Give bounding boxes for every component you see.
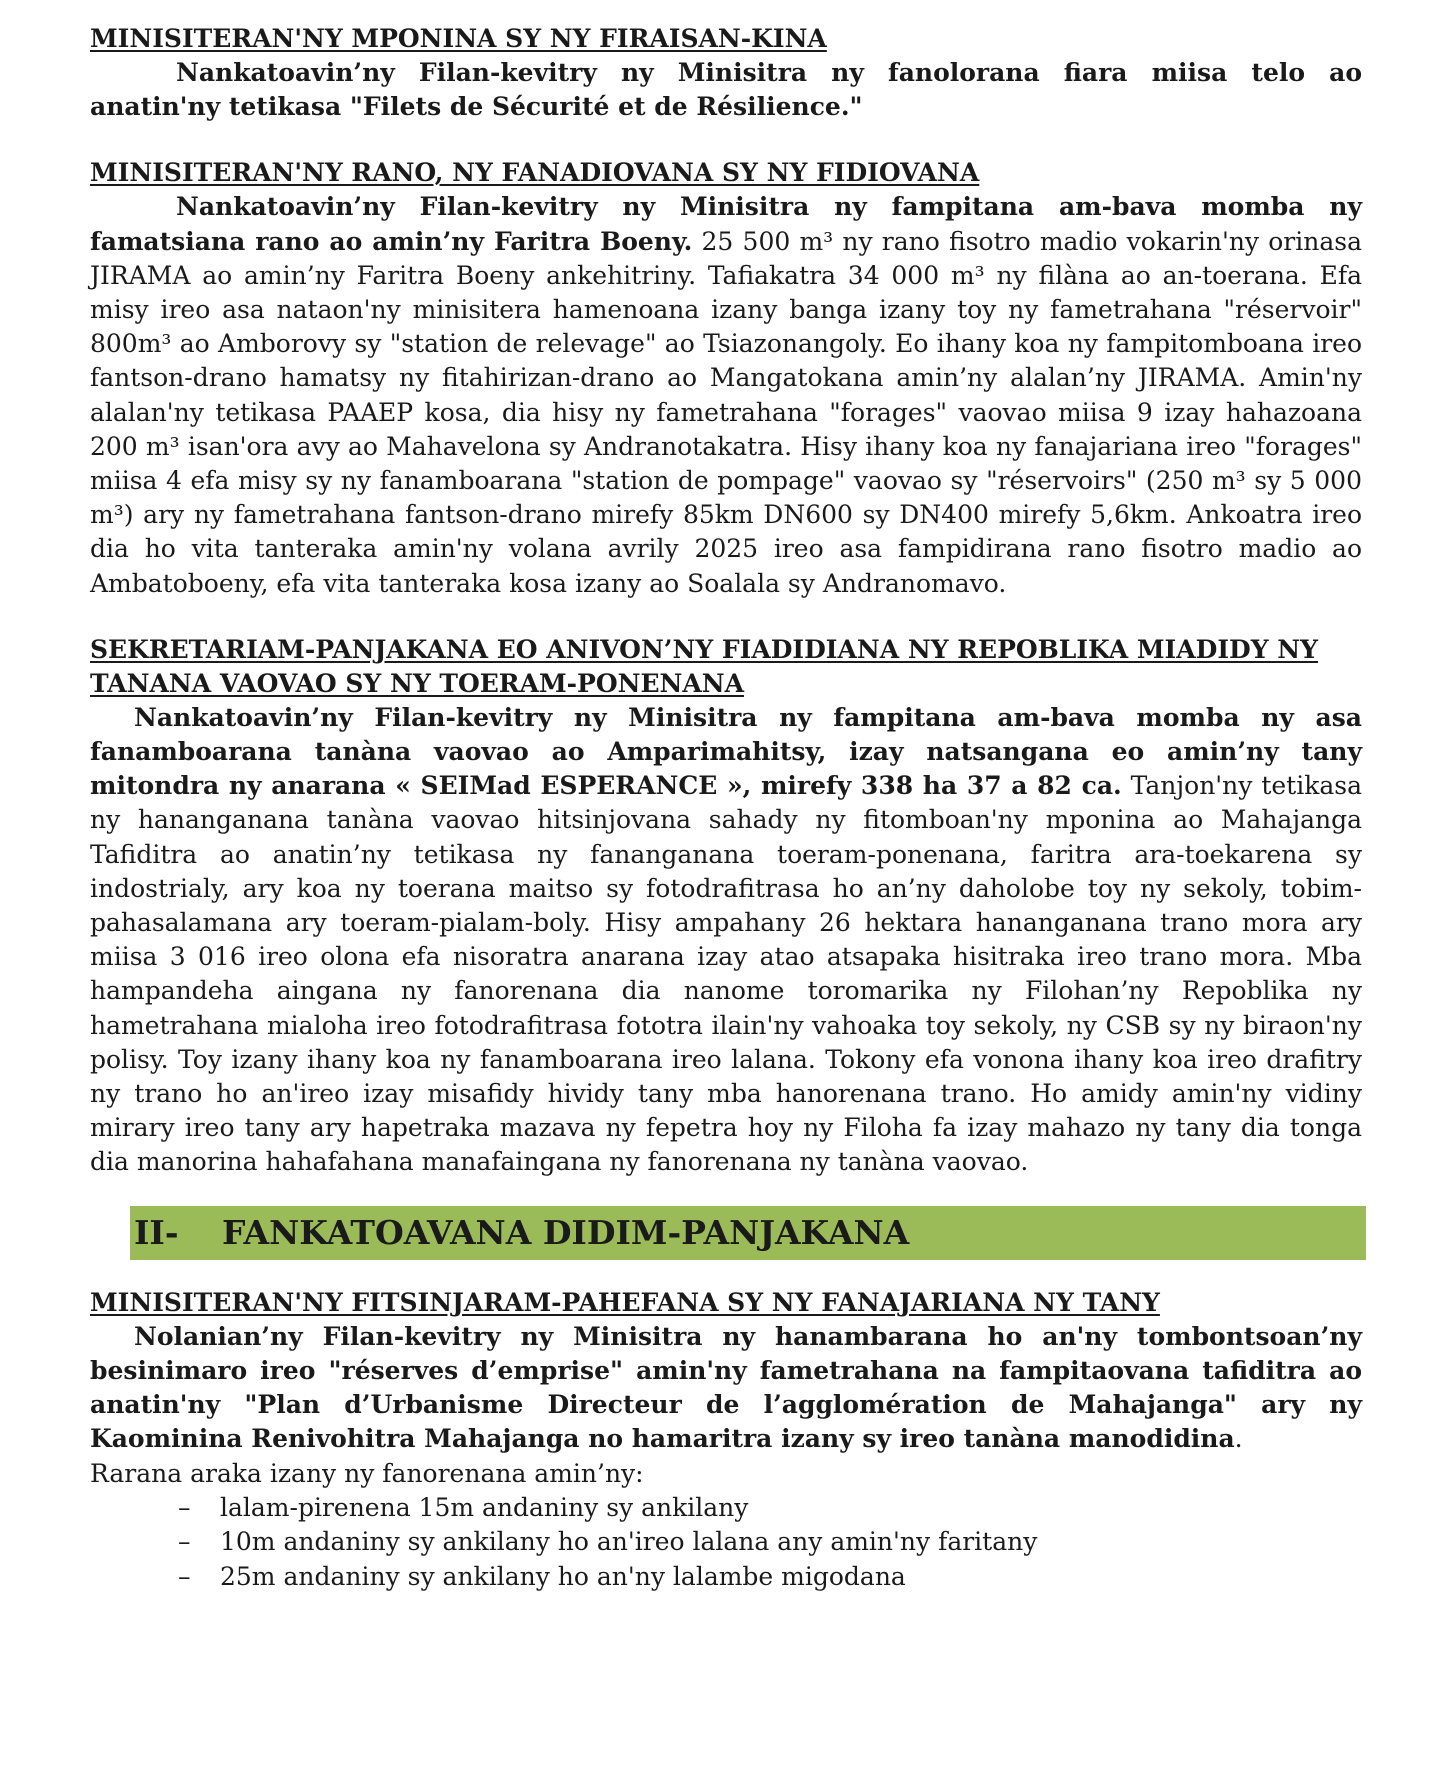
section-banner <box>130 1206 1366 1260</box>
list-item <box>178 1560 1362 1595</box>
paragraph-fanajariana-tany <box>90 1320 1362 1457</box>
list-item <box>178 1525 1362 1560</box>
list-item-text: 25m andaniny sy ankilany ho an'ny lalambe migodana <box>220 1561 906 1591</box>
body-text: 25 500 m³ ny rano fisotro madio vokarin'ny orinasa JIRAMA ao amin’ny Faritra Boeny ankehitriny. Tafiakatra 34 000 m³ ny filàna ao an-toerana. Efa misy ireo asa nataon'ny minisitera hamenoana izany banga izany toy ny fametrahana "réservoir" 800m³ ao Amborovy sy "station de relevage" ao Tsiazonangoly. Eo ihany koa ny fampitomboana ireo fantson-drano hamatsy ny fitahirizan-drano ao Mangatokana amin’ny alalan’ny JIRAMA. Amin'ny alalan'ny tetikasa PAAEP kosa, dia hisy ny fametrahana "forages" vaovao miisa 9 izay hahazoana 200 m³ isan'ora avy ao Mahavelona sy Andranotakatra. Hisy ihany koa ny fanajariana ireo "forages" miisa 4 efa misy sy ny fanamboarana "station de pompage" vaovao sy "réservoirs" (250 m³ sy 5 000 m³) ary ny fametrahana fantson-drano mirefy 85km DN600 sy DN400 mirefy 5,6km. Ankoatra ireo dia ho vita tanteraka amin'ny volana avrily 2025 ireo asa fampidirana rano fisotro madio ao Ambatoboeny, efa vita tanteraka kosa izany ao Soalala sy Andranomavo. <box>90 226 1362 598</box>
section-heading-rano: MINISITERAN'NY RANO, NY FANADIOVANA SY NY FIDIOVANA <box>90 158 980 188</box>
bullet-list <box>90 1491 1362 1595</box>
lead-text: Nolanian’ny Filan-kevitry ny Minisitra ny hanambarana ho an'ny tombontsoan’ny besinimaro ireo "réserves d’emprise" amin'ny fametrahana na fampitaovana tafiditra ao anatin'ny "Plan d’Urbanisme Directeur de l’agglomération de Mahajanga" ary ny Kaominina Renivohitra Mahajanga no hamaritra izany sy ireo tanàna manodidina <box>90 1321 1362 1454</box>
lead-text: Nankatoavin’ny Filan-kevitry ny Minisitra ny fampitana am-bava momba ny asa fanamboarana tanàna vaovao ao Amparimahitsy, izay natsangana eo amin’ny tany mitondra ny anarana « SEIMad ESPERANCE », mirefy 338 ha 37 a 82 ca. <box>90 702 1362 801</box>
paragraph-mponina <box>90 56 1362 124</box>
dash-marker: – <box>178 1561 191 1591</box>
document-page <box>90 22 1362 1594</box>
section-heading-tanana-vaovao: SEKRETARIAM-PANJAKANA EO ANIVON’NY FIADIDIANA NY REPOBLIKA MIADIDY NY TANANA VAOVAO SY NY TOERAM-PONENANA <box>90 634 1318 698</box>
section-title: FANKATOAVANA DIDIM-PANJAKANA <box>222 1213 910 1253</box>
section-heading-fanajariana-tany: MINISITERAN'NY FITSINJARAM-PAHEFANA SY NY FANAJARIANA NY TANY <box>90 1287 1160 1317</box>
list-item-text: lalam-pirenena 15m andaniny sy ankilany <box>220 1492 749 1522</box>
paragraph-tanana-vaovao <box>90 701 1362 1180</box>
lead-text: Nankatoavin’ny Filan-kevitry ny Minisitra ny fanolorana fiara miisa telo ao anatin'ny tetikasa "Filets de Sécurité et de Résilience." <box>90 58 1362 122</box>
list-item-text: 10m andaniny sy ankilany ho an'ireo lalana any amin'ny faritany <box>220 1527 1038 1557</box>
paragraph-rano <box>90 190 1362 600</box>
dash-marker: – <box>178 1527 191 1557</box>
body-text: Tanjon'ny tetikasa ny hananganana tanàna vaovao hitsinjovana sahady ny fitomboan'ny mponina ao Mahajanga Tafiditra ao anatin’ny tetikasa ny fananganana toeram-ponenana, faritra ara-toekarena sy indostrialy, ary koa ny toerana maitso sy fotodrafitrasa ho an’ny daholobe toy ny sekoly, tobim-pahasalamana ary toeram-pialam-boly. Hisy ampahany 26 hektara hananganana trano mora ary miisa 3 016 ireo olona efa nisoratra anarana izay atao atsapaka hisitraka ireo trano mora. Mba hampandeha aingana ny fanorenana dia nanome toromarika ny Filohan’ny Repoblika ny hametrahana mialoha ireo fotodrafitrasa fototra ilain'ny vahoaka toy sekoly, ny CSB sy ny biraon'ny polisy. Toy izany ihany koa ny fanamboarana ireo lalana. Tokony efa vonona ihany koa ireo drafitry ny trano ho an'ireo izay misafidy hividy tany mba hanorenana trano. Ho amidy amin'ny vidiny mirary ireo tany ary hapetraka mazava ny fepetra hoy ny Filoha fa izay mahazo ny tany dia tonga dia manorina hahafahana manafaingana ny fanorenana ny tanàna vaovao. <box>90 771 1362 1177</box>
dash-marker: – <box>178 1492 191 1522</box>
lead-text: Nankatoavin’ny Filan-kevitry ny Minisitra ny fampitana am-bava momba ny famatsiana rano ao amin’ny Faritra Boeny. <box>90 192 1362 256</box>
list-item <box>178 1491 1362 1526</box>
section-number: II- <box>134 1213 179 1253</box>
section-heading-mponina: MINISITERAN'NY MPONINA SY NY FIRAISAN-KINA <box>90 24 827 53</box>
lead-end: . <box>1234 1424 1243 1454</box>
intro-text: Rarana araka izany ny fanorenana amin’ny: <box>90 1458 644 1488</box>
